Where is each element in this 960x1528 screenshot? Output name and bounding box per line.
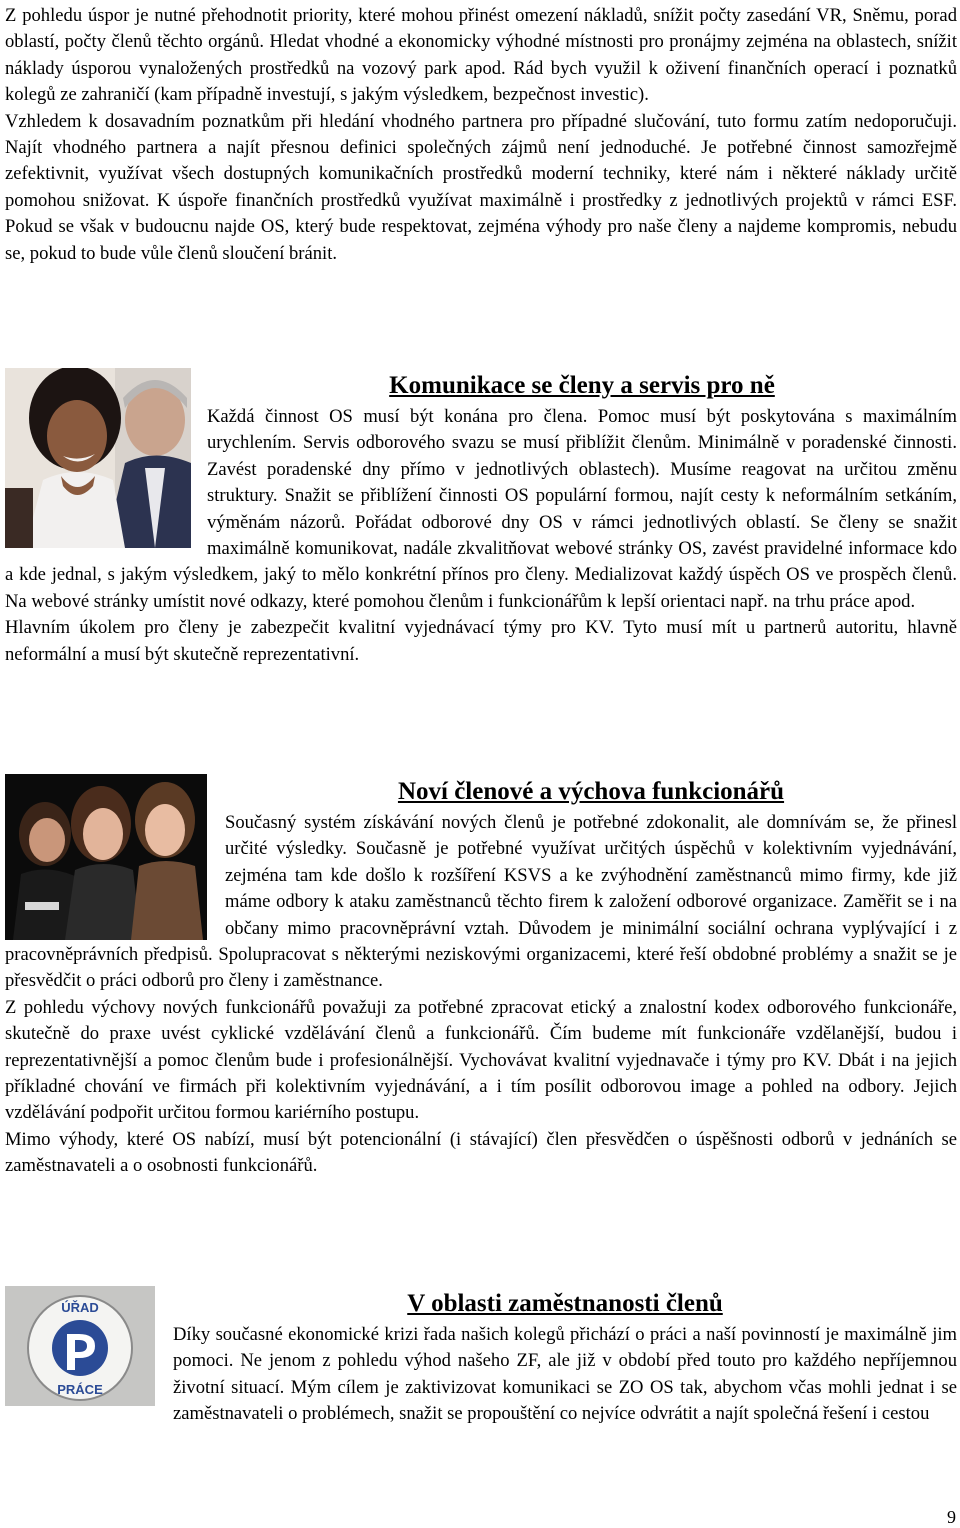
logo-top-text: ÚŘAD <box>61 1300 99 1315</box>
section-new-members-heading: Noví členové a výchova funkcionářů <box>397 778 785 805</box>
intro-paragraph-2: Vzhledem k dosavadním poznatkům při hledání vhodného partnera pro případné slučování, tuto formu zatím nedoporučuji. Najít vhodného partnera a najít přesnou definici společných zájmů není jednoduché. Je potřebné činnost samozřejmě zefektivnit, využívat všech dostupných komunikačních prostředků moderní techniky, které nám i některé náklady určitě pomohou snižovat. K úspoře finančních prostředků využívat maximálně i prostředky z jednotlivých projektů v rámci ESF. Pokud se však v budoucnu najde OS, který bude respektovat, zejména výhody pro naše členy a najdeme kompromis, nebudu se, pokud to bude vůle členů sloučení bránit. <box>5 110 957 264</box>
section-communication-paragraph-1: Každá činnost OS musí být konána pro člena. Pomoc musí být poskytována s maximálním urychlením. Servis odborového svazu se musí přiblížit členům. Minimálně v poradenské činnosti. Zavést poradenské dny přímo v jednotlivých oblastech). Musíme reagovat na určitou změnu struktury. Snažit se přiblížení činnosti OS populární formou, najít cesty k neformálním setkáním, výměnám názorů. Pořádat odborové dny OS v rámci jednotlivých oblastí. Se členy se snažit maximálně komunikovat, nadále zkvalitňovat webové stránky OS, zavést pravidelné informace kdo a kde jednal, s jakým výsledkem, jaký to mělo konkrétní přínos pro členy. Medializovat každý úspěch OS ve prospěch členů. Na webové stránky umístit nové odkazy, které pomohou členům i funkcionářům k lepší orientaci např. na trhu práce apod. <box>5 406 957 612</box>
logo-bottom-text: PRÁCE <box>57 1382 103 1397</box>
intro-text <box>5 3 957 267</box>
page-number: 9 <box>947 1507 956 1527</box>
section-communication-heading: Komunikace se členy a servis pro ně <box>389 372 775 399</box>
section-employment-heading: V oblasti zaměstnanosti členů <box>407 1290 723 1317</box>
section-new-members-paragraph-2: Z pohledu výchovy nových funkcionářů považuji za potřebné zpracovat etický a znalostní kodex odborového funkcionáře, skutečně do praxe uvést cyklické vzdělávání členů a funkcionářů. Čím budeme mít funkcionáře vzdělanější, budou i reprezentativnější a pomoc členům bude i profesionálnější. Vychovávat kvalitní vyjednavače i týmy pro KV. Dbát i na jejich příkladné chování ve firmách při kolektivním vyjednávání, a i tím posílit odborovou image a pohled na odbory. Jejich vzdělávání podpořit určitou formou kariérního postupu. <box>5 996 957 1124</box>
section-communication-paragraph-2: Hlavním úkolem pro členy je zabezpečit kvalitní vyjednávací týmy pro KV. Tyto musí mít u partnerů autoritu, hlavně neformální a musí být skutečně reprezentativní. <box>5 617 957 665</box>
section-communication <box>5 368 957 668</box>
section-new-members-paragraph-1: Současný systém získávání nových členů je potřebné zdokonalit, ale domnívám se, že přinesl určité výsledky. Současně je potřebné využívat určitých úspěchů v kolektivním vyjednávání, zejména tam kde došlo k rozšíření KSVS a ke zvýhodnění zaměstnanců mimo firmy, kde již máme odbory k ataku zaměstnanců těchto firem k založení odborové organizace. Zaměřit se i na občany mimo pracovněprávní vztah. Důvodem je minimální sociální ochrana vyplývající i z pracovněprávních předpisů. Spolupracovat s některými neziskovými organizacemi, které řeší obdobné problémy a snažit se je přesvědčit o práci odborů pro členy i zaměstnance. <box>5 812 957 992</box>
intro-paragraph-1: Z pohledu úspor je nutné přehodnotit priority, které mohou přinést omezení nákladů, snížit počty zasedání VR, Sněmu, porad oblastí, počty členů těchto orgánů. Hledat vhodné a ekonomicky výhodné místnosti pro pronájmy zejména na oblastech, snížit náklady úsporou vynaložených prostředků na vozový park apod. Rád bych využil k oživení finančních operací i poznatků kolegů ze zahraničí (kam případně investují, s jakým výsledkem, bezpečnost investic). <box>5 5 957 106</box>
section-new-members-paragraph-3: Mimo výhody, které OS nabízí, musí být potencionální (i stávající) člen přesvědčen o úspěšnosti odborů v jednáních se zaměstnavateli a o osobnosti funkcionářů. <box>5 1128 957 1177</box>
section-new-members <box>5 774 957 1180</box>
section-employment <box>5 1286 957 1428</box>
section-employment-paragraph-1: Díky současné ekonomické krizi řada našich kolegů přichází o práci a naší povinností je maximálně jim pomoci. Ne jenom z pohledu výhod našeho ZF, ale již v období před touto pro každého nepříjemnou životní situací. Mým cílem je zaktivizovat komunikaci se ZO OS tak, abychom včas mohli jednat i se zaměstnavateli o problémech, snažit se propouštění co nejvíce odvrátit a najít společná řešení i cestou <box>173 1324 957 1425</box>
